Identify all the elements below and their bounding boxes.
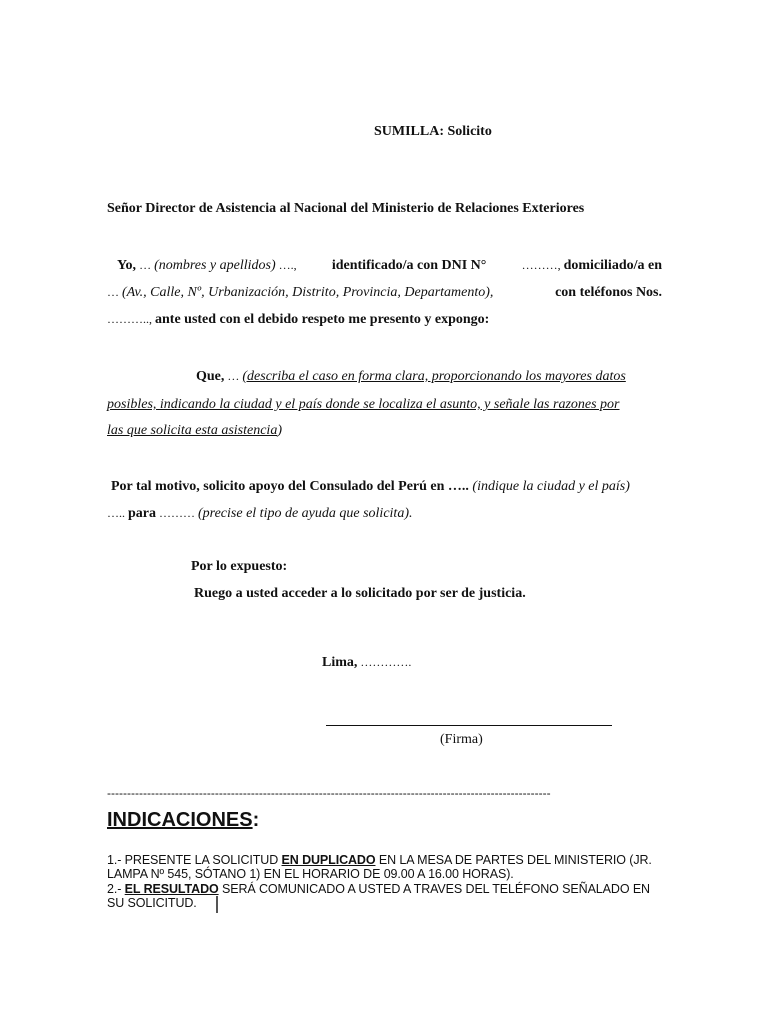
yo-label: Yo, [117,258,137,273]
motivo-text: Por tal motivo, solicito apoyo del Consulado del Perú en ….. [111,479,469,494]
domiciliado-label: domiciliado/a en [563,258,662,273]
dots: … [224,369,243,383]
indicacion-2-line-1 [107,882,650,896]
en-duplicado-emphasis: EN DUPLICADO [281,853,376,867]
indicacion-2-line-2: SU SOLICITUD. [107,896,197,910]
para-label: para [128,506,156,521]
separator-line: --------------------------------------------------------------------------------------------------------------- [107,786,551,800]
sumilla: SUMILLA: Solicito [374,124,492,139]
dots: … [107,285,122,299]
nombres-placeholder: (nombres y apellidos) [154,258,276,273]
paragraph-1-line-2 [107,285,662,301]
indicacion-2-text: 2.- [107,882,125,896]
ruego-text: Ruego a usted acceder a lo solicitado por ser de justicia. [194,586,526,601]
closing-paren: ) [277,423,282,438]
telefonos-label: con teléfonos Nos. [555,285,662,300]
lima-label: Lima, [322,655,358,670]
paragraph-2-line-2: posibles, indicando la ciudad y el país donde se localiza el asunto, y señale las razones por [107,397,620,412]
indicacion-1-text: 1.- PRESENTE LA SOLICITUD [107,853,282,867]
indicaciones-title [107,809,259,832]
indicacion-1-line-1 [107,853,652,867]
dots: …………. [357,655,412,669]
paragraph-3-line-2 [107,506,412,522]
indicaciones-colon: : [252,809,260,831]
identificado-label: identificado/a con DNI N° [331,258,487,273]
paragraph-1-line-3 [107,312,489,328]
paragraph-1-line-1 [117,258,662,274]
dots: ………, [521,258,564,272]
direccion-placeholder: (Av., Calle, Nº, Urbanización, Distrito, Provincia, Departamento), [122,285,494,300]
indicacion-2-text-cont: SERÁ COMUNICADO A USTED A TRAVES DEL TELÉFONO SEÑALADO EN [218,882,650,896]
describa-text: (describa el caso en forma clara, proporcionando los mayores datos [242,369,626,384]
paragraph-3-line-1 [111,479,630,495]
lima-line [322,655,411,671]
addressee: Señor Director de Asistencia al Nacional del Ministerio de Relaciones Exteriores [107,201,585,216]
indicacion-1-text-cont: EN LA MESA DE PARTES DEL MINISTERIO (JR. [375,853,652,867]
describa-text-end: las que solicita esta asistencia [107,423,278,438]
expuesto-text: Por lo expuesto: [191,559,288,574]
ante-text: ante usted con el debido respeto me presento y expongo: [155,312,490,327]
dots: ….. [107,506,128,520]
dots: … [136,258,155,272]
dots: ……… [156,506,198,520]
paragraph-2-line-3 [107,423,282,439]
signature-line [326,725,612,726]
firma-label: (Firma) [440,732,483,747]
indicaciones-heading: INDICACIONES [107,809,253,831]
paragraph-2-line-1 [196,369,626,385]
que-label: Que, [196,369,225,384]
text-cursor [216,896,218,913]
ciudad-placeholder: (indique la ciudad y el país) [468,479,630,494]
dots: …., [275,258,297,272]
dots: ……….., [107,312,155,326]
tipo-placeholder: (precise el tipo de ayuda que solicita). [198,506,413,521]
el-resultado-emphasis: EL RESULTADO [124,882,219,896]
indicacion-1-line-2: LAMPA Nº 545, SÓTANO 1) EN EL HORARIO DE 09.00 A 16.00 HORAS). [107,867,514,881]
